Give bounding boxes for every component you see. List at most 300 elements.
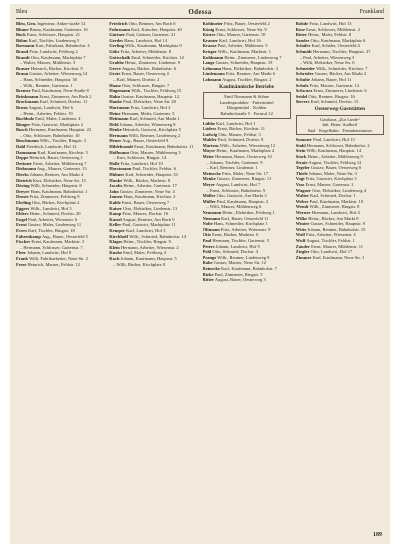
entry-surname: Hübner: [109, 172, 125, 178]
entry-surname: Winter: [295, 221, 310, 227]
entry-details: Heinr., Bäcker, Am Markt 8: [308, 215, 359, 221]
entry-details: Gustav, Kaufmann, Hauptstr. 12: [121, 93, 180, 99]
entry-details: Ernst, Maurer, Mühlenstr. 11: [311, 243, 364, 249]
directory-entry: [203, 277, 291, 283]
directory-columns: [16, 21, 384, 529]
entry-surname: Zander: [295, 243, 311, 249]
entry-details: Ernst, Schlosser, Mühlenstr. 2: [306, 26, 360, 32]
entry-details: Heinrich, Bäcker, Kirchstr. 9: [30, 65, 83, 71]
entry-surname: Paul: [202, 237, 212, 243]
entry-details: Hermann, Bauer, Oesterweg 10: [215, 154, 272, 160]
entry-surname: Schmidt: [295, 48, 312, 54]
advertisement-line: Inh. Heinr. Sudhoff: [322, 122, 358, 128]
entry-details: Fritz, Arbeiter, Mühlenstr. 8: [120, 48, 171, 54]
entry-surname: Sommer: [295, 137, 312, 143]
entry-surname: Busch: [16, 127, 28, 133]
entry-surname: Otte: [202, 232, 211, 238]
entry-surname: Klein: [109, 244, 120, 250]
entry-details: Otto, Rentner, Am Bach 6: [128, 21, 176, 26]
entry-surname: Stork: [295, 154, 307, 160]
entry-details: Otto, Kaufmann, Marktplatz 7: [30, 54, 86, 60]
directory-entry: [296, 255, 384, 261]
entry-details: Bruno, Kaufmann, Gartenstr. 16: [29, 26, 88, 32]
entry-details: Paul, Zimmerer, Ringstr. 5: [214, 271, 263, 277]
entry-details: Otto, Bäcker, Kirchplatz 2: [31, 200, 80, 205]
entry-surname: Diekmann: [16, 166, 37, 172]
entry-surname: Stein: [295, 148, 306, 154]
entry-details: Otto, Kaufmann, Marktplatz 6: [310, 37, 366, 43]
entry-surname: Neumann: [202, 210, 222, 215]
entry-surname: Lange: [202, 60, 215, 66]
entry-surname: Henke: [109, 127, 122, 133]
entry-surname: Schneider: [295, 65, 316, 71]
entry-details: Wilh., Bäcker, Marktstr. 8: [123, 177, 171, 183]
entry-details: August, Landwirt, Hof 7: [215, 182, 261, 188]
entry-details: August, Rentner, Am Bach 9: [122, 216, 175, 222]
directory-entry: [109, 262, 197, 268]
entry-surname: Heitmann: [109, 116, 129, 122]
entry-details: Fritz, Maurer, Gartenstr. 14: [309, 82, 359, 88]
entry-details: Johann, Landwirt, Hof 9: [215, 243, 260, 249]
entry-surname: Droste: [16, 194, 29, 200]
entry-details: Paul, Landwirt, Hof 15: [313, 137, 355, 143]
entry-surname: Bock: [16, 32, 26, 38]
entry-details: Ernst, Bauer, Oesterweg 7: [121, 200, 170, 205]
entry-details: Heinr., Elektriker, Feldweg 1: [222, 210, 275, 215]
entry-surname: Grabbe: [109, 60, 125, 66]
entry-surname: Hildebrandt: [109, 144, 134, 150]
entry-details: Heinr., Zimmerer, Lindenweg 7: [224, 54, 282, 60]
entry-surname: Hanke: [109, 99, 123, 105]
entry-surname: Jacobs: [109, 183, 123, 189]
entry-details: August, Tischler, Feldstr. 1: [306, 237, 355, 243]
entry-surname: Keller: [109, 222, 122, 228]
entry-details: Ernst, Schlosser, Neue Str. 9: [215, 26, 267, 32]
entry-details: Gustav, Schneider, Hauptstr. 9: [310, 221, 366, 227]
entry-surname: Klages: [109, 239, 123, 245]
entry-surname: Held: [109, 121, 119, 127]
entry-surname: Krause: [202, 43, 217, 49]
entry-details: Otto, Landwirt, Hof 17: [310, 249, 353, 255]
entry-details: – Paul, Arbeiter, Wiesenweg 3: [299, 54, 355, 60]
entry-details: Paul, Kaufmann, Hauptstr. 2: [216, 198, 269, 204]
entry-surname: Meyer: [202, 182, 215, 188]
entry-surname: Oltmann: [202, 226, 220, 232]
entry-surname: Wendt: [295, 204, 309, 210]
entry-details: – Hans, Schneider, Hauptstr. 30: [20, 76, 77, 82]
entry-details: – Karl, Rentner, Lindenstr. 1: [206, 165, 258, 171]
entry-details: Willi, Rentner, Lindenweg 2: [128, 132, 181, 138]
entry-surname: Bormann: [16, 43, 35, 49]
entry-details: Paul, Tischler, Feldstr. 6: [132, 166, 176, 172]
entry-details: Johann, Kaufmann, Hauptstr. 5: [120, 255, 177, 261]
entry-surname: Buchholz: [16, 116, 35, 122]
entry-details: Heinr., Arbeiter, Mühlenweg 9: [307, 154, 363, 160]
entry-surname: Haase: [109, 82, 121, 88]
entry-details: Hans, Kaufmann, Kirchstr. 2: [123, 194, 176, 200]
entry-surname: Heine: [109, 110, 121, 116]
entry-surname: Sievers: [295, 99, 310, 105]
entry-surname: Schulte: [295, 76, 311, 82]
entry-details: Heinrich, Bauer, Oesterweg 1: [29, 155, 83, 161]
entry-surname: Schwarz: [295, 88, 313, 94]
entry-surname: Lübbe: [202, 120, 216, 126]
entry-details: Fritz, Bauer, Oesterfeld 2: [224, 21, 270, 26]
entry-details: Hermann, Kaufmann, Hauptstr. 22: [28, 127, 92, 133]
entry-details: – Willi, Elektriker, Neue Str. 6: [299, 60, 355, 66]
entry-details: Karl, Landwirt, Hof 1: [216, 120, 256, 126]
entry-surname: Gottschalk: [109, 54, 131, 60]
entry-surname: Fahrenkamp: [16, 233, 41, 239]
entry-surname: Wulf: [295, 237, 306, 243]
entry-details: Johann, Maler, Neue Str. 3: [308, 170, 357, 176]
entry-details: Karl, Schmied, Dorfstr. 13: [310, 99, 359, 105]
entry-surname: Stahl: [295, 142, 306, 148]
entry-details: August, Tischler, Ringstr. 2: [222, 76, 272, 82]
entry-details: Heinr., Maler, Feldstr. 8: [308, 32, 352, 38]
entry-surname: Böhm: [16, 37, 28, 43]
entry-surname: Rose: [295, 26, 305, 32]
entry-details: Wilh., Tischler, Ringstr. 3: [39, 138, 87, 144]
entry-details: – Willi, Maurer, Mühlenweg 6: [206, 204, 262, 210]
entry-surname: Peters: [202, 243, 215, 249]
entry-details: Gustav, Maler, Lindenweg 11: [27, 222, 82, 228]
entry-surname: Prange: [202, 254, 217, 260]
entry-details: Paul, Kaufmann, Marktstr. 10: [309, 198, 364, 204]
entry-details: Otto, Rentner, Ringstr. 16: [308, 93, 355, 99]
entry-surname: Holle: [109, 160, 120, 166]
entry-details: Otto, Gastwirt, Am Markt 3: [216, 193, 267, 199]
entry-details: Hermann, Landwirt, Hof 4: [311, 210, 360, 215]
section-heading: Kaufmännische Betriebe: [219, 83, 275, 90]
entry-details: Paul, Gastwirt, Marktplatz 11: [122, 222, 176, 228]
entry-details: Aug., Maurer, Gartenstr. 13: [36, 166, 87, 172]
entry-surname: Deppe: [16, 155, 29, 161]
advertisement-line: Gasthaus „Zur Linde“: [320, 116, 360, 122]
entry-details: – Ernst, Schlosser, Bahnhofstr. 9: [206, 187, 266, 193]
entry-surname: Evers: [16, 227, 27, 233]
entry-surname: Gerdes: [109, 37, 123, 43]
entry-surname: Krüger: [202, 48, 217, 54]
entry-surname: Bünger: [16, 121, 31, 127]
entry-details: Johann, Arbeiter, Wiesenweg 8: [119, 121, 176, 127]
entry-details: Karl, Bauer, Oesterfeld 11: [221, 215, 269, 221]
entry-surname: Mahler: [202, 137, 217, 143]
entry-details: Heinrich, Gastwirt, Kirchplatz 5: [122, 127, 181, 133]
entry-details: Gustav, Bäcker, Am Markt 2: [314, 71, 367, 77]
entry-details: Wilh., Schneider, Kirchstr. 7: [316, 65, 368, 71]
entry-details: Fritz, Zimmerer, Feldweg 9: [29, 194, 80, 200]
advertisement-line: Düngemittel · Kohlen: [226, 105, 267, 111]
entry-details: Karl, Kutscher, Hauptstr. 40: [131, 26, 182, 32]
entry-details: Willi, Kaufmann, Hauptstr. 14: [306, 148, 362, 154]
entry-details: Hermann, Arbeiter, Wiesenstr. 2: [120, 244, 179, 250]
entry-surname: Schulz: [295, 82, 309, 88]
entry-surname: Niemann: [202, 215, 221, 221]
entry-details: Otto, Schlosser, Ringstr. 7: [122, 82, 170, 88]
entry-surname: Rahe: [202, 260, 213, 266]
entry-surname: Ziegler: [295, 249, 310, 255]
advertisement-line: Saal · Kegelbahn · Fremdenzimmer: [307, 127, 373, 133]
entry-details: Wilh., Arbeiter, Wiesenweg 12: [219, 142, 276, 148]
entry-surname: Schröder: [295, 71, 314, 77]
entry-details: Ernst, Bäcker, Marktstr. 6: [212, 232, 259, 238]
entry-surname: Wagner: [295, 187, 311, 193]
entry-surname: Wilke: [295, 215, 308, 221]
entry-surname: Hermann: [109, 132, 128, 138]
entry-details: Gustav, Bauer, Oesterweg 8: [310, 165, 362, 171]
header-left-keyword: Bleu: [16, 9, 28, 15]
entry-details: Emil, Maler, Feldweg 4: [123, 250, 166, 256]
entry-details: Gustav, Maurer, Neue Str. 12: [213, 260, 267, 266]
entry-surname: Fuhrmann: [109, 26, 131, 32]
directory-page: [10, 4, 390, 544]
entry-surname: Bremer: [16, 88, 31, 94]
entry-surname: Lohmann: [202, 76, 222, 82]
entry-surname: Kemper: [109, 227, 125, 233]
entry-details: Karl, Schmied, Am Markt 1: [129, 116, 180, 122]
entry-details: Karl, Schmied, Dorfstr. 11: [39, 99, 88, 105]
entry-surname: Dahl: [16, 144, 26, 150]
entry-surname: Frese: [16, 261, 27, 267]
page-title: Odessa: [188, 8, 212, 16]
entry-surname: Lindemann: [202, 71, 225, 77]
entry-surname: Werner: [295, 210, 311, 215]
entry-details: Karl, Schneider, Hauptstr. 33: [125, 172, 178, 178]
entry-details: Johann, Rentner, Am Markt 4: [29, 172, 84, 178]
directory-entry: [16, 262, 104, 268]
advertisement-box: [203, 92, 291, 118]
entry-details: Heinr., Kaufmann, Marktplatz 4: [216, 148, 275, 154]
entry-surname: Ernst: [16, 222, 27, 228]
entry-surname: Mayer: [202, 148, 216, 154]
entry-surname: Buschmann: [16, 138, 39, 144]
entry-surname: Brockmann: [16, 99, 39, 105]
directory-entry: [203, 77, 291, 83]
entry-surname: Göke: [109, 48, 120, 54]
entry-surname: Möller: [202, 193, 216, 199]
entry-surname: Dreyer: [16, 188, 30, 194]
entry-surname: Meier: [202, 154, 214, 160]
entry-surname: Döring: [16, 183, 30, 189]
entry-details: Paul, Kaufmann, Neue Straße 8: [31, 88, 89, 94]
entry-surname: Kahle: [109, 200, 121, 205]
entry-details: Wilh., Rentner, Lindenweg 9: [217, 254, 270, 260]
entry-surname: Tegeler: [295, 165, 310, 171]
entry-details: Ingenieur, Anker-straße 12: [37, 21, 86, 26]
entry-surname: Dierks: [16, 172, 29, 178]
entry-surname: Bruns: [16, 104, 28, 110]
entry-details: Hans, Elektriker, Bahnhofstr. 3: [222, 65, 278, 71]
entry-surname: Hahn: [109, 93, 121, 99]
entry-surname: Eggers: [16, 205, 30, 211]
entry-details: – Heinr., Arbeiter, Feldstr. 19: [20, 110, 73, 116]
entry-surname: Engel: [16, 216, 28, 222]
entry-surname: Vogt: [295, 176, 305, 182]
entry-details: Gustav, Arbeiter, Wiesenweg 14: [29, 71, 88, 77]
entry-details: – Wilh., Rentner, Gartenstr. 1: [20, 82, 73, 88]
entry-surname: Kaiser: [109, 205, 122, 211]
entry-surname: Thiele: [295, 170, 308, 176]
entry-details: Willi, Fabrikarbeiter, Neue Str. 2: [29, 255, 89, 261]
entry-surname: Voss: [295, 182, 305, 188]
entry-details: – Kurt, Schlosser, Ringstr. 14: [113, 155, 167, 161]
entry-surname: Gärtner: [109, 32, 125, 38]
entry-details: Hermann, Tischler, Hauptstr. 27: [312, 48, 371, 54]
entry-details: Paul, Arbeiter, Mühlenstr. 5: [217, 43, 268, 49]
entry-details: Otto, Schmied, Dorfstr. 4: [212, 249, 258, 255]
entry-details: Friedrich, Landwirt, Hof 12: [26, 144, 77, 150]
entry-details: August, Bäcker, Bahnhofstr. 6: [121, 65, 177, 71]
entry-details: Fritz, Arbeiter, Wiesenstr. 4: [306, 232, 356, 238]
entry-details: Otto, Maurer, Feldstr. 3: [218, 131, 261, 137]
entry-details: Aug., Bauer, Oesterfeld 9: [122, 138, 169, 144]
entry-details: Wilh., Kaufmann, Marktplatz 9: [125, 43, 182, 49]
entry-surname: Dammann: [16, 149, 37, 155]
entry-details: Hans, Schneider, Kirchplatz 1: [213, 221, 268, 227]
entry-details: Ernst, Zimmerer, Am Bach 2: [39, 93, 92, 99]
entry-surname: Sander: [295, 37, 310, 43]
entry-surname: Heuer: [109, 138, 122, 144]
entry-details: – Willi, Bäcker, Kirchplatz 8: [113, 261, 166, 267]
entry-details: Ernst, Kaufmann, Marktstr. 3: [31, 239, 85, 245]
entry-details: Karl, Landwirt, Hof 5: [126, 227, 166, 233]
entry-surname: Strate: [295, 159, 308, 165]
advertisement-line: Landesprodukte · Futtermittel: [219, 99, 274, 105]
entry-details: Heinrich, Maurer, Feldstr. 12: [27, 261, 80, 267]
header-rule: [16, 18, 384, 19]
entry-surname: Dettmer: [16, 160, 32, 166]
entry-details: Paul, Schmied, Dorfstr. 8: [217, 137, 264, 143]
advertisement-line: Emil Niermann & Söhne: [224, 94, 270, 100]
advertisement-line: Bahnhofstraße 5 · Fernruf 12: [220, 110, 273, 116]
entry-surname: Schäfer: [295, 43, 311, 49]
entry-surname: Hunke: [109, 177, 123, 183]
entry-surname: Bleu, Gen.: [16, 21, 37, 26]
column-2: [109, 21, 197, 529]
entry-details: Johann, Landwirt, Hof 8: [27, 250, 72, 256]
entry-surname: Braun: [16, 71, 29, 77]
entry-surname: Hartmann: [109, 104, 130, 110]
entry-details: Otto, Elektriker, Lindenstr. 13: [123, 205, 178, 211]
page-number: 189: [373, 532, 382, 538]
entry-details: Ernst, Bauer, Oesterweg 4: [121, 71, 169, 77]
advertisement-box: [296, 115, 384, 136]
entry-details: Karl, Tischler, Lindenweg 5: [28, 37, 80, 43]
entry-surname: Kramer: [202, 37, 218, 43]
entry-surname: Kamp: [109, 211, 122, 217]
entry-surname: Kassel: [109, 216, 122, 222]
entry-details: Karl, Kaufmann, Neue Str. 1: [312, 254, 365, 260]
entry-details: Fritz, Maler, Neue Str. 17: [222, 170, 269, 176]
entry-details: – Otto, Schlosser, Bahnhofstr. 10: [20, 132, 80, 138]
entry-surname: Friedrich: [109, 21, 128, 26]
entry-details: Gustav, Schneider, Hauptstr. 19: [215, 60, 273, 66]
column-1: [16, 21, 104, 529]
entry-details: Hans, Landwirt, Hof 14: [124, 37, 167, 43]
entry-details: Gustav, Zimmerer, Ringstr. 11: [216, 176, 272, 182]
page-header: [16, 8, 384, 17]
entry-surname: Frank: [16, 255, 29, 261]
entry-details: Ernst, Kaufmann, Bahnhofstr. 11: [134, 144, 194, 150]
entry-surname: Kohlmeier: [202, 21, 223, 26]
entry-details: Kurt, Elektriker, Neue Str. 15: [32, 177, 86, 183]
entry-details: Otto, Maurer, Gartenstr. 10: [216, 32, 266, 38]
entry-details: Emil, Schneider, Kirchstr. 14: [131, 54, 184, 60]
entry-surname: Lehmann: [202, 65, 222, 71]
entry-details: August, Bauer, Oesterweg 3: [214, 277, 266, 283]
entry-surname: Hagemann: [109, 88, 131, 94]
entry-surname: Ritter: [202, 277, 214, 283]
entry-details: – Karl, Maurer, Dorfstr. 2: [113, 76, 160, 82]
entry-surname: Kuhlmann: [202, 54, 224, 60]
entry-surname: Wolf: [295, 232, 306, 238]
entry-details: Wilh., Zimmerer, Ringstr. 8: [309, 204, 360, 210]
entry-surname: Greve: [109, 65, 121, 71]
entry-details: Karl, Schmied, Dorfstr. 1: [310, 193, 356, 199]
entry-details: Heinr., Zimmerer, Lindenstr. 9: [125, 60, 181, 66]
entry-surname: Koch: [109, 255, 120, 261]
entry-surname: Meinecke: [202, 170, 221, 176]
entry-details: Otto, Elektriker, Lindenweg 4: [312, 187, 367, 193]
entry-surname: Kirchhoff: [109, 233, 129, 239]
entry-surname: Brand: [16, 48, 29, 54]
entry-details: Paul, Arbeiter, Wiesenstr. 6: [28, 216, 78, 222]
entry-details: Fritz, Arbeiter, Wiesenstr. 9: [220, 226, 271, 232]
entry-details: Paul, Gärtner, Gartenstr. 21: [126, 32, 176, 38]
entry-details: Karl, Schäfer, Oesterfeld 4: [311, 43, 360, 49]
entry-surname: Köster: [202, 32, 216, 38]
entry-details: Emil, Maler, Lindenstr. 4: [35, 116, 81, 122]
entry-details: Wilh., Kaufmann, Marktstr. 1: [217, 48, 271, 54]
entry-surname: Brandt: [16, 54, 30, 60]
entry-surname: Müller: [202, 198, 216, 204]
entry-surname: Reinecke: [202, 265, 220, 271]
entry-details: Aug., Bauer, Oesterfeld 5: [41, 233, 88, 239]
directory-entry: [296, 99, 384, 105]
entry-surname: Brauer: [16, 65, 30, 71]
entry-surname: Horstmann: [109, 166, 132, 172]
entry-details: Heinr., Arbeiter, Gartenstr. 17: [123, 183, 177, 189]
entry-details: Johann, Rentner, Bahnhofstr. 15: [307, 226, 366, 232]
entry-details: Wilh., Tischler, Feldweg 15: [131, 88, 182, 94]
entry-details: Ernst, Maurer, Gartenstr. 2: [305, 182, 354, 188]
entry-details: Ernst, Arbeiter, Mühlenweg 7: [33, 160, 87, 166]
entry-surname: Rüter: [295, 32, 307, 38]
entry-surname: Rohde: [295, 21, 309, 26]
entry-details: Fritz, Landwirt, Hof 2: [130, 104, 171, 110]
entry-surname: Ebeling: [16, 200, 31, 205]
entry-details: August, Landwirt, Hof 6: [28, 104, 74, 110]
entry-details: Ernst, Bäcker, Kirchstr. 11: [217, 126, 266, 132]
entry-details: Wilh., Landwirt, Hof 3: [30, 205, 72, 211]
entry-details: August, Tischler, Feldweg 12: [308, 159, 362, 165]
entry-surname: Zimmer: [295, 254, 312, 260]
entry-details: – Johann, Tischler, Gartenstr. 9: [206, 159, 263, 165]
entry-surname: Nolte: [202, 221, 213, 227]
entry-details: Fritz, Gastwirt, Kirchplatz 3: [305, 176, 357, 182]
entry-surname: Jahn: [109, 188, 119, 194]
entry-surname: Martens: [202, 142, 219, 148]
entry-details: Gustav, Zimmerer, Neue Str. 4: [119, 188, 175, 194]
entry-surname: König: [202, 26, 215, 32]
entry-surname: Witte: [295, 226, 307, 232]
entry-details: Karl, Landwirt, Hof 16: [219, 37, 261, 43]
entry-details: – Walter, Maurer, Mühlenstr. 3: [20, 60, 76, 66]
entry-details: Fritz, Landwirt, Hof 10: [120, 160, 163, 166]
entry-details: Fritz, Landwirt, Hof 13: [309, 21, 352, 26]
entry-surname: Pohl: [202, 249, 212, 255]
